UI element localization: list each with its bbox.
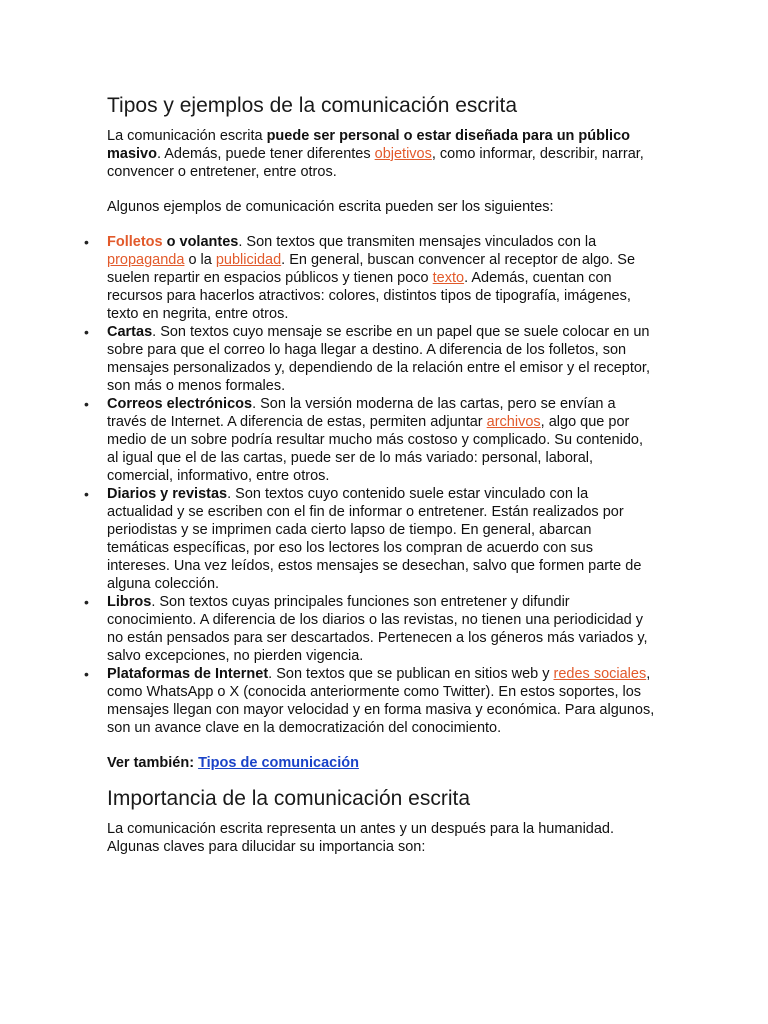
section-heading-tipos: Tipos y ejemplos de la comunicación escrita: [107, 94, 518, 117]
intro-bold: puede ser personal o estar diseñada para un público masivo: [107, 128, 630, 162]
examples-list: [107, 233, 657, 737]
link-tipos-de-comunicacion[interactable]: Tipos de comunicación: [198, 755, 359, 771]
list-item-libros: • Libros. Son textos cuyas principales funciones son entretener y difundir conocimiento. A diferencia de los diarios o las revistas, no tienen una periodicidad y no están pensados para ser descartados. Pertenecen a los géneros más variados y, salvo excepciones, no pierden vigencia.: [107, 593, 657, 665]
see-also: Ver también: Tipos de comunicación: [107, 755, 359, 771]
link-publicidad[interactable]: publicidad: [215, 252, 282, 268]
list-item-diarios: • Diarios y revistas. Son textos cuyo contenido suele estar vinculado con la actualidad y se escriben con el fin de informar o entretener. Están realizados por periodistas y se imprimen cada cierto lapso de tiempo. En general, abarcan temáticas específicas, por eso los lectores los compran de acuerdo con sus intereses. Una vez leídos, estos mensajes se desechan, salvo que formen parte de alguna colección.: [107, 485, 657, 593]
list-item-cartas: • Cartas. Son textos cuyo mensaje se escribe en un papel que se suele colocar en un sobre para que el correo lo haga llegar a destino. A diferencia de los folletos, son mensajes personalizados y, dependiendo de la relación entre el emisor y el receptor, son más o menos formales.: [107, 323, 657, 395]
list-item-correos: • Correos electrónicos. Son la versión moderna de las cartas, pero se envían a través de Internet. A diferencia de estas, permiten adjuntar archivos, algo que por medio de un sobre podría resultar mucho más costoso y complicado. Su contenido, al igual que el de las cartas, puede ser de lo más variado: personal, laboral, comercial, informativo, entre otros.: [107, 395, 657, 485]
link-archivos[interactable]: archivos: [486, 414, 541, 430]
link-redes-sociales[interactable]: redes sociales: [553, 666, 647, 682]
link-texto[interactable]: texto: [432, 270, 465, 286]
examples-intro: Algunos ejemplos de comunicación escrita pueden ser los siguientes:: [107, 199, 554, 215]
list-item-folletos: • Folletos o volantes. Son textos que transmiten mensajes vinculados con la propaganda o la publicidad. En general, buscan convencer al receptor de algo. Se suelen repartir en espacios públicos y tienen poco texto. Además, cuentan con recursos para hacerlos atractivos: colores, distintos tipos de tipografía, imágenes, texto en negrita, entre otros.: [107, 233, 657, 323]
section-heading-importancia: Importancia de la comunicación escrita: [107, 787, 471, 810]
document-content: [107, 92, 657, 856]
link-propaganda[interactable]: propaganda: [107, 252, 185, 268]
list-item-plataformas: • Plataformas de Internet. Son textos que se publican en sitios web y redes sociales, como WhatsApp o X (conocida anteriormente como Twitter). En estos soportes, los mensajes llegan con mayor velocidad y en forma masiva y económica. Para algunos, son un avance clave en la democratización del conocimiento.: [107, 665, 657, 737]
intro-paragraph: La comunicación escrita puede ser personal o estar diseñada para un público masivo. Además, puede tener diferentes objetivos, como informar, describir, narrar, convencer o entretener, entre otros.: [107, 128, 644, 180]
link-folletos[interactable]: Folletos: [107, 234, 163, 250]
link-objetivos[interactable]: objetivos: [374, 146, 432, 162]
importance-paragraph: La comunicación escrita representa un antes y un después para la humanidad. Algunas claves para dilucidar su importancia son:: [107, 821, 615, 855]
